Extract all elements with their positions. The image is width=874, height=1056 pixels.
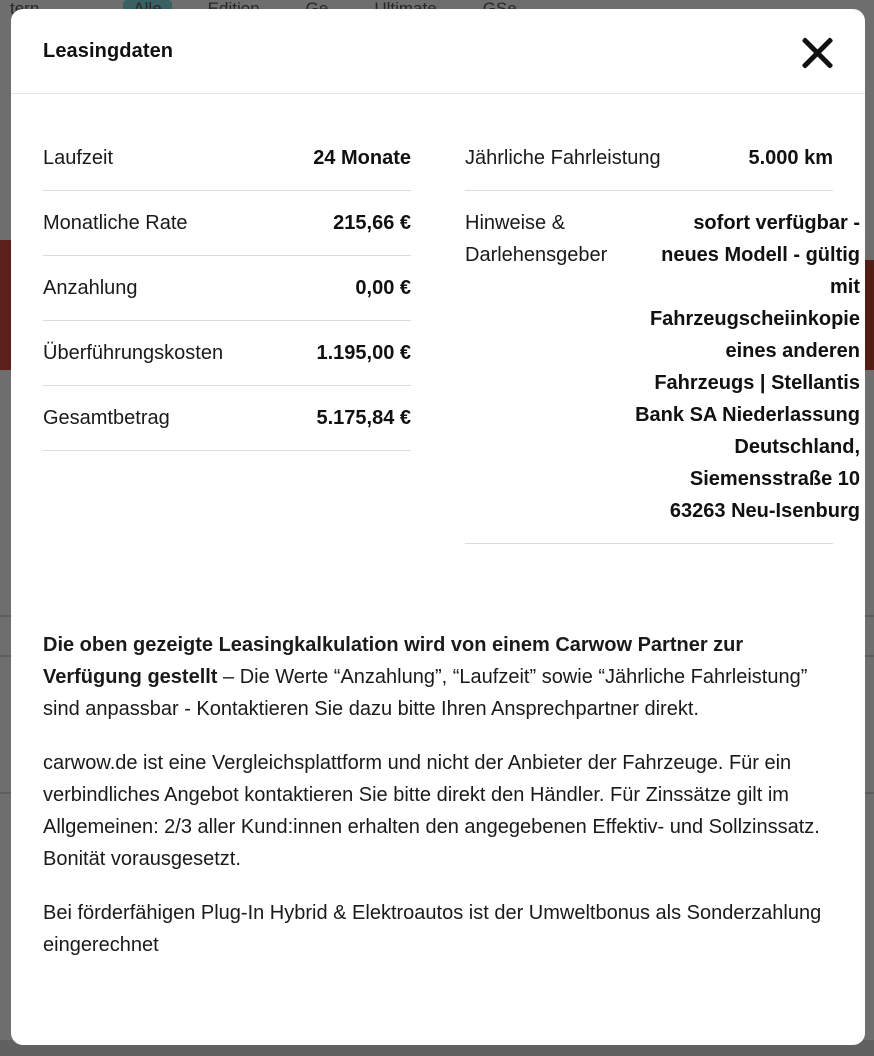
disclaimer-paragraph (43, 629, 833, 725)
row-label: Überführungskosten (43, 342, 224, 364)
modal-title: Leasingdaten (43, 39, 174, 62)
leasing-row-notes-lender (465, 191, 860, 544)
row-value: 5.175,84 € (316, 407, 411, 429)
disclaimer-rest: – Die Werte “Anzahlung”, “Laufzeit” sowie “Jährliche Fahrleistung” sind anpassbar - Kontaktieren Sie dazu bitte Ihren Ansprechpartner direkt. (43, 666, 808, 720)
disclaimer-text (43, 629, 833, 983)
leasing-row-annual-mileage (465, 126, 833, 191)
platform-note: carwow.de ist eine Vergleichsplattform und nicht der Anbieter der Fahrzeuge. Für ein verbindliches Angebot kontaktieren Sie bitte direkt den Händler. Für Zinssätze gilt im Allgemeinen: 2/3 aller Kund:innen erhalten den angegebenen Effektiv- und Sollzinssatz. Bonität vorausgesetzt. (43, 752, 820, 870)
leasing-data-left-column (43, 126, 411, 451)
row-label: Anzahlung (43, 277, 138, 299)
row-value: 215,66 € (333, 212, 411, 234)
leasing-row-delivery-costs (43, 321, 411, 386)
leasing-row-term (43, 126, 411, 191)
row-value: 5.000 km (748, 147, 833, 169)
row-label: Gesamtbetrag (43, 407, 170, 429)
row-value: 24 Monate (313, 147, 411, 169)
row-value: sofort verfügbar - neues Modell - gültig mit Fahrzeugscheiinkopie eines anderen Fahrzeugs | Stellantis Bank SA Niederlassung Deutschland, Siemensstraße 10 63263 Neu-Isenburg (635, 212, 860, 522)
row-value: 0,00 € (355, 277, 411, 299)
close-icon[interactable] (799, 33, 835, 69)
leasing-row-total (43, 386, 411, 451)
leasing-row-monthly-rate (43, 191, 411, 256)
environment-bonus-note: Bei förderfähigen Plug-In Hybrid & Elektroautos ist der Umweltbonus als Sonderzahlung eingerechnet (43, 902, 822, 956)
leasing-row-down-payment (43, 256, 411, 321)
row-label: Hinweise & Darlehensgeber (465, 212, 608, 266)
leasing-data-right-column (465, 126, 860, 544)
row-label: Laufzeit (43, 147, 114, 169)
row-label: Monatliche Rate (43, 212, 188, 234)
row-label: Jährliche Fahrleistung (465, 147, 661, 169)
leasing-details-modal (11, 9, 865, 1045)
row-value: 1.195,00 € (316, 342, 411, 364)
disclaimer-bold: Die oben gezeigte Leasingkalkulation wird von einem Carwow Partner zur Verfügung gestellt (43, 634, 744, 688)
modal-header (11, 9, 865, 94)
